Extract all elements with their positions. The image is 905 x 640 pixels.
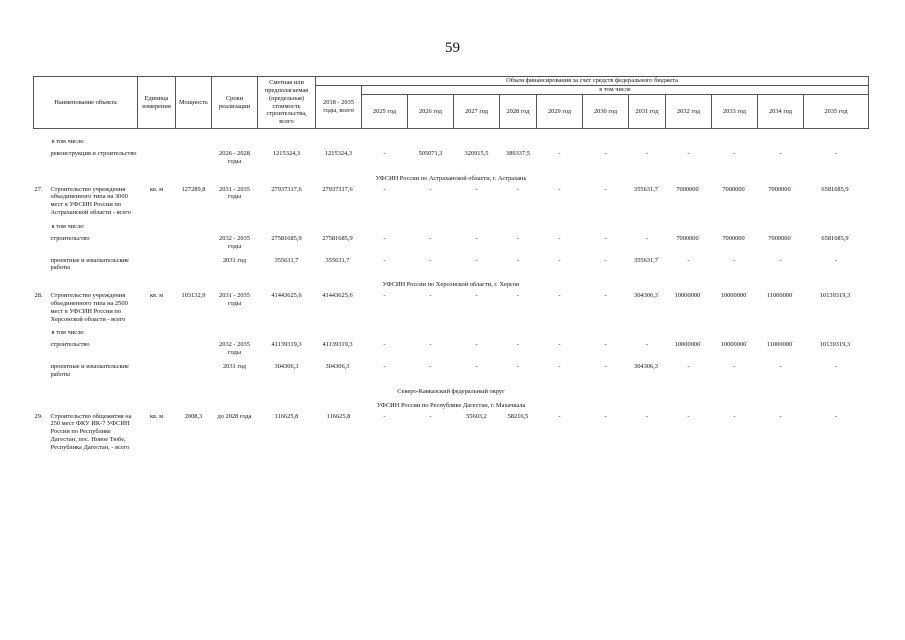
year-value-cell: -: [733, 412, 736, 420]
year-value-cell: -: [604, 234, 607, 242]
col-year-header: 2035 год: [804, 95, 869, 129]
col-year-header: 2034 год: [758, 95, 804, 129]
row-number: 29.: [34, 412, 43, 420]
year-value-cell: -: [733, 363, 736, 370]
section-heading-row: [34, 278, 869, 292]
col-term-header: Сроки реализации: [212, 77, 258, 129]
year-value-cell: -: [558, 363, 561, 370]
year-value-cell: -: [779, 363, 782, 370]
col-cost-header: Сметная или предполагаемая (предельная) стоимость строительства, всего: [258, 77, 316, 129]
year-value-cell: -: [604, 256, 607, 264]
year-value-cell: -: [558, 341, 561, 349]
unit-cell: [138, 341, 176, 357]
year-value-cell: 505071,3: [418, 150, 443, 157]
table-row: [34, 413, 869, 452]
object-name: проектные и изыскательские работы: [50, 363, 129, 378]
year-value-cell: -: [645, 150, 649, 157]
total-cell: 41139319,3*: [322, 341, 355, 349]
row-number: 28.: [34, 292, 43, 300]
year-value-cell: -: [604, 363, 607, 370]
year-value-cell: 389337,5: [506, 150, 530, 157]
cost-cell: 41139319,3: [271, 341, 302, 349]
col-total-header: 2018 - 2035 годы, всего: [316, 86, 362, 129]
year-value-cell: -: [645, 341, 649, 349]
term-cell: 2031 - 2035 годы: [219, 292, 250, 307]
term-cell: 2032 - 2035 годы: [219, 234, 250, 250]
total-cell: 1215324,3: [324, 150, 353, 157]
col-year-header: 2026 год: [408, 95, 454, 129]
year-value-cell: 355631,7*: [634, 256, 660, 264]
cost-cell: 41443625,6: [271, 292, 302, 300]
cost-cell: 1215324,3: [272, 150, 301, 157]
col-funding-header: Объем финансирования за счет средств федерального бюджета: [316, 77, 869, 86]
year-value-cell: -: [383, 412, 386, 420]
year-value-cell: -: [429, 292, 432, 300]
year-value-cell: -: [834, 363, 838, 370]
row-number: [35, 363, 51, 379]
year-value-cell: 6581685,9*: [821, 234, 851, 242]
year-value-cell: -: [475, 341, 478, 349]
unit-cell: [138, 235, 176, 251]
unit-cell: [138, 257, 176, 273]
capacity-cell: [176, 257, 212, 273]
object-name-cell: [34, 186, 138, 217]
col-year-header: 2029 год: [537, 95, 583, 129]
year-value-cell: 11000000*: [766, 341, 795, 349]
col-including-header: в том числе: [362, 86, 869, 95]
total-cell: 41443625,6*: [322, 292, 355, 300]
capacity-cell: [176, 341, 212, 357]
year-value-cell: 7000000*: [722, 234, 747, 242]
object-name: Строительство учреждения объединенного типа на 3000 мест в УФСИН России по Астраханской области - всего: [50, 185, 131, 217]
table-row: [34, 363, 869, 379]
year-value-cell: -: [779, 150, 782, 157]
col-year-header: 2032 год: [666, 95, 712, 129]
year-value-cell: 10000000*: [720, 292, 749, 300]
note-row: [34, 223, 869, 235]
year-value-cell: -: [516, 185, 520, 193]
year-value-cell: -: [558, 234, 561, 242]
financing-table: [33, 76, 869, 458]
year-value-cell: -: [383, 150, 386, 157]
year-value-cell: -: [383, 256, 386, 264]
col-name-header: Наименование объекта: [34, 77, 138, 129]
section-heading: Северо-Кавказский федеральный округ: [397, 387, 505, 395]
col-unit-header: Единица измерения: [138, 77, 176, 129]
year-value-cell: -: [604, 292, 607, 300]
year-value-cell: 7000000*: [676, 185, 701, 193]
year-value-cell: 10000000*: [720, 341, 749, 349]
note-row: [34, 138, 869, 150]
year-value-cell: -: [733, 256, 736, 264]
row-number: [35, 150, 51, 158]
object-name: Строительство общежития на 250 мест ФКУ ИК-7 УФСИН России по Республике Дагестан, пос. Новое Тюбе, Республика Дагестан, - всего: [50, 412, 132, 451]
table-row: [34, 150, 869, 166]
unit-cell: [138, 150, 176, 166]
capacity-cell: [176, 235, 212, 251]
year-value-cell: 10139319,3*: [819, 341, 853, 349]
object-name-cell: [34, 341, 138, 357]
year-value-cell: -: [475, 363, 478, 370]
year-value-cell: -: [645, 412, 649, 420]
year-value-cell: -: [429, 185, 432, 193]
year-value-cell: -: [834, 150, 838, 157]
object-name-cell: [34, 413, 138, 452]
year-value-cell: -: [383, 234, 386, 242]
total-cell: 27937317,6*: [322, 185, 355, 193]
year-value-cell: -: [429, 363, 432, 370]
year-value-cell: 355631,7*: [634, 185, 660, 193]
capacity-cell: [176, 150, 212, 166]
section-heading-row: [34, 399, 869, 413]
total-cell: 116625,8: [326, 412, 351, 420]
year-value-cell: -: [645, 234, 649, 242]
year-value-cell: 55603,2: [466, 412, 487, 420]
table-row: [34, 257, 869, 273]
capacity-cell: 103132,9: [181, 292, 206, 300]
object-name: Строительство учреждения объединенного типа на 2500 мест в УФСИН России по Херсонской области - всего: [50, 292, 128, 323]
cost-cell: 116625,8: [274, 412, 299, 420]
col-year-header: 2033 год: [712, 95, 758, 129]
cost-cell: 355631,7: [274, 256, 299, 264]
year-value-cell: -: [383, 292, 386, 300]
year-value-cell: 7000000*: [722, 185, 747, 193]
year-value-cell: -: [383, 185, 386, 193]
col-year-header: 2030 год: [583, 95, 629, 129]
year-value-cell: -: [516, 341, 520, 349]
term-cell: 2026 - 2028 годы: [219, 150, 250, 165]
page-number: 59: [445, 40, 460, 56]
year-value-cell: -: [733, 150, 736, 157]
row-number: [35, 257, 51, 273]
section-heading-row: [34, 172, 869, 186]
year-value-cell: -: [429, 256, 432, 264]
table-row: [34, 235, 869, 251]
note-row: [34, 329, 869, 341]
year-value-cell: -: [604, 412, 607, 420]
term-cell: 2031 год: [222, 363, 247, 370]
unit-cell: кв. м: [149, 412, 164, 420]
year-value-cell: -: [429, 412, 432, 420]
table-row: [34, 341, 869, 357]
table-row: [34, 186, 869, 217]
cost-cell: 27581685,9: [271, 234, 302, 242]
object-name: реконструкция и строительство: [50, 150, 137, 157]
year-value-cell: 10000000*: [674, 341, 703, 349]
year-value-cell: 7000000*: [676, 234, 701, 242]
year-value-cell: -: [516, 256, 520, 264]
year-value-cell: 7000000*: [768, 185, 793, 193]
year-value-cell: -: [558, 256, 561, 264]
term-cell: до 2028 года: [217, 412, 252, 420]
year-value-cell: -: [687, 363, 690, 370]
section-heading: УФСИН России по Астраханской области, г. Астрахань: [375, 174, 527, 182]
year-value-cell: -: [475, 185, 478, 193]
object-name-cell: [34, 363, 138, 379]
col-year-header: 2025 год: [362, 95, 408, 129]
section-heading: УФСИН России по Херсонской области, г. Херсон: [382, 281, 520, 289]
object-name-cell: [34, 150, 138, 166]
year-value-cell: -: [516, 234, 520, 242]
col-year-header: 2031 год: [629, 95, 666, 129]
year-value-cell: -: [383, 363, 386, 370]
row-number: [35, 341, 51, 349]
section-heading-row: [34, 385, 869, 399]
object-name-cell: [34, 235, 138, 251]
section-heading: УФСИН России по Республике Дагестан, г. Махачкала: [376, 401, 526, 409]
year-value-cell: 304306,3*: [634, 363, 660, 370]
object-name: строительство: [50, 234, 90, 242]
row-number: 27.: [34, 185, 43, 193]
col-year-header: 2028 год: [500, 95, 537, 129]
year-value-cell: -: [475, 256, 478, 264]
year-value-cell: -: [516, 292, 520, 300]
capacity-cell: [176, 363, 212, 379]
year-value-cell: -: [475, 292, 478, 300]
table-header: [34, 77, 869, 129]
year-value-cell: -: [429, 234, 432, 242]
cost-cell: 304306,3: [274, 363, 299, 370]
cost-cell: 27937317,6: [271, 185, 302, 193]
row-number: [35, 235, 51, 243]
year-value-cell: -: [558, 412, 561, 420]
year-value-cell: 304306,3*: [634, 292, 660, 300]
year-value-cell: -: [687, 256, 690, 264]
year-value-cell: 7000000*: [768, 234, 793, 242]
col-capacity-header: Мощность: [176, 77, 212, 129]
year-value-cell: 6581685,9*: [821, 185, 851, 193]
year-value-cell: -: [604, 341, 607, 349]
year-value-cell: -: [558, 185, 561, 193]
note-text: в том числе:: [51, 138, 85, 145]
object-name-cell: [34, 292, 138, 323]
object-name-cell: [34, 257, 138, 273]
term-cell: 2032 - 2035 годы: [219, 341, 250, 357]
year-value-cell: -: [558, 150, 561, 157]
year-value-cell: -: [779, 256, 782, 264]
year-value-cell: 10139319,3*: [819, 292, 853, 300]
table-row: [34, 292, 869, 323]
unit-cell: кв. м: [149, 292, 164, 300]
object-name: проектные и изыскательские работы: [50, 256, 129, 272]
object-name: строительство: [50, 341, 90, 349]
year-value-cell: 320915,5: [464, 150, 489, 157]
note-text: в том числе:: [51, 329, 85, 337]
year-value-cell: 58216,5: [507, 412, 529, 420]
total-cell: 355631,7*: [325, 256, 352, 264]
year-value-cell: -: [604, 185, 607, 193]
total-cell: 304306,3*: [325, 363, 352, 370]
total-cell: 27581685,9*: [322, 234, 355, 242]
year-value-cell: 10000000*: [674, 292, 703, 300]
year-value-cell: -: [383, 341, 386, 349]
capacity-cell: 2008,3: [184, 412, 203, 420]
year-value-cell: -: [475, 234, 478, 242]
unit-cell: [138, 363, 176, 379]
year-value-cell: -: [604, 150, 607, 157]
year-value-cell: -: [558, 292, 561, 300]
capacity-cell: 127289,8: [181, 185, 206, 193]
unit-cell: кв. м: [149, 185, 164, 193]
year-value-cell: -: [516, 363, 520, 370]
year-value-cell: -: [834, 256, 838, 264]
year-value-cell: -: [834, 412, 838, 420]
year-value-cell: 11000000*: [766, 292, 795, 300]
note-text: в том числе:: [51, 222, 85, 230]
table-body: [34, 129, 869, 458]
year-value-cell: -: [687, 412, 690, 420]
year-value-cell: -: [687, 150, 690, 157]
term-cell: 2031 - 2035 годы: [219, 185, 250, 201]
year-value-cell: -: [779, 412, 782, 420]
col-year-header: 2027 год: [454, 95, 500, 129]
year-value-cell: -: [429, 341, 432, 349]
term-cell: 2031 год: [222, 256, 247, 264]
